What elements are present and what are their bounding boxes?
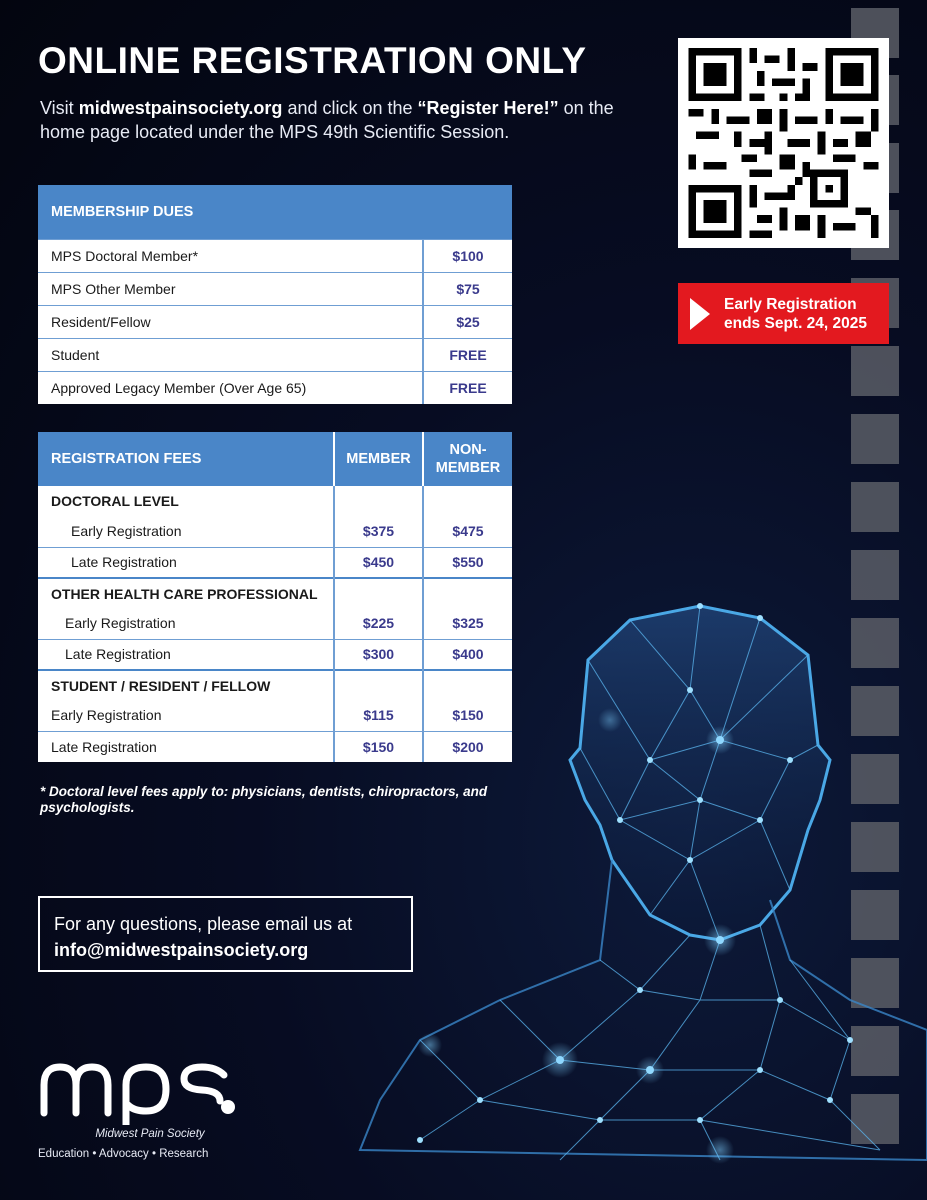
table-row [38, 338, 512, 371]
dues-price: $25 [423, 305, 512, 338]
table-row [38, 239, 512, 272]
section-row [38, 486, 512, 516]
logo-dot [221, 1100, 235, 1114]
fee-label: Early Registration [71, 523, 182, 540]
fee-label: Late Registration [38, 547, 334, 578]
org-name: Midwest Pain Society [95, 1128, 205, 1140]
table-header-row [38, 432, 512, 486]
contact-line: For any questions, please email us at [54, 914, 353, 934]
contact-box [38, 896, 413, 972]
nonmember-price: $150 [423, 700, 512, 731]
table-row [38, 305, 512, 338]
dues-price: $100 [423, 239, 512, 272]
nonmember-price: $475 [423, 516, 512, 547]
table-row [38, 700, 512, 731]
section-row [38, 670, 512, 700]
dues-label: Resident/Fellow [38, 305, 423, 338]
nonmember-price: $200 [423, 731, 512, 762]
intro-middle: and click on the [287, 98, 413, 118]
early-badge-line1: Early Registration [724, 295, 857, 313]
org-tagline: Education • Advocacy • Research [38, 1148, 209, 1160]
registration-fees-header: REGISTRATION FEES [38, 432, 334, 486]
nonmember-header-line2: MEMBER [435, 460, 501, 476]
dues-label: Approved Legacy Member (Over Age 65) [38, 371, 423, 404]
nonmember-price: $325 [423, 608, 512, 639]
play-arrow-icon [690, 298, 710, 330]
table-row [38, 272, 512, 305]
membership-dues-table [38, 185, 512, 404]
dues-price: FREE [423, 338, 512, 371]
page-title: ONLINE REGISTRATION ONLY [38, 40, 587, 81]
table-row [38, 639, 512, 670]
fee-label: Late Registration [38, 731, 334, 762]
register-cta: “Register Here!” [417, 98, 559, 118]
intro-text [40, 96, 660, 144]
table-row [38, 608, 512, 639]
dues-label: MPS Other Member [38, 272, 423, 305]
early-registration-text [724, 295, 867, 333]
member-column-header: MEMBER [334, 432, 423, 486]
nonmember-price: $400 [423, 639, 512, 670]
fee-label: Early Registration [65, 615, 176, 632]
member-price: $450 [334, 547, 423, 578]
member-price: $300 [334, 639, 423, 670]
qr-code[interactable] [678, 38, 889, 248]
intro-rest: on the home page located under the MPS 49th Scientific Session. [40, 98, 614, 142]
table-row [38, 516, 512, 547]
dues-label: Student [38, 338, 423, 371]
table-row [38, 371, 512, 404]
intro-visit: Visit [40, 98, 74, 118]
table-row [38, 547, 512, 578]
website-link[interactable]: midwestpainsociety.org [78, 98, 283, 118]
table-row [38, 731, 512, 762]
dues-price: FREE [423, 371, 512, 404]
mps-wordmark-icon [38, 1055, 238, 1125]
member-price: $225 [334, 608, 423, 639]
member-price: $375 [334, 516, 423, 547]
table-header-row [38, 185, 512, 239]
registration-fees-table [38, 432, 512, 762]
member-price: $115 [334, 700, 423, 731]
nonmember-price: $550 [423, 547, 512, 578]
doctoral-footnote: * Doctoral level fees apply to: physicians, dentists, chiropractors, and psychologists. [40, 784, 488, 815]
fee-label: Early Registration [51, 707, 162, 724]
section-name: DOCTORAL LEVEL [51, 493, 179, 509]
early-badge-line2: ends Sept. 24, 2025 [724, 314, 868, 332]
nonmember-column-header [423, 432, 512, 486]
section-row [38, 578, 512, 608]
mps-logo [38, 1055, 258, 1160]
qr-code-icon [688, 48, 879, 238]
fee-label: Late Registration [38, 639, 334, 670]
contact-email-link[interactable]: info@midwestpainsociety.org [54, 940, 309, 960]
early-registration-badge [678, 283, 889, 344]
member-price: $150 [334, 731, 423, 762]
dues-price: $75 [423, 272, 512, 305]
nonmember-header-line1: NON- [449, 442, 487, 458]
section-name: OTHER HEALTH CARE PROFESSIONAL [38, 578, 334, 608]
dues-label: MPS Doctoral Member* [38, 239, 423, 272]
membership-dues-header: MEMBERSHIP DUES [38, 185, 512, 239]
section-name: STUDENT / RESIDENT / FELLOW [38, 670, 334, 700]
